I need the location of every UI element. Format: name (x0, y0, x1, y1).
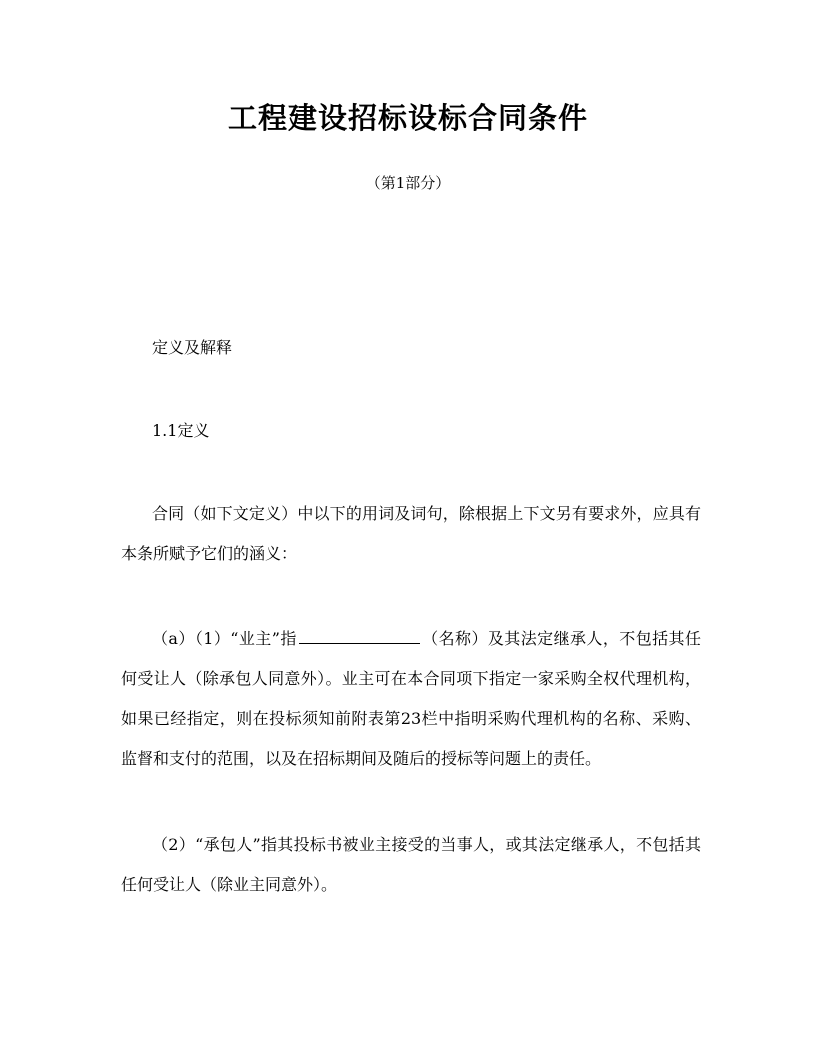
name-blank-line (299, 625, 420, 644)
clause-a-prefix: （a）（1）“业主”指 (152, 629, 297, 648)
clause-a-paragraph (121, 619, 701, 779)
clause-heading: 1.1定义 (152, 421, 210, 440)
clause-a-suffix: （名称）及其法定继承人，不包括其任何受让人（除承包人同意外）。业主可在本合同项下指定一家采购全权代理机构，如果已经指定，则在投标须知前附表第23栏中指明采购代理机构的名称、采购、监督和支付的范围，以及在招标期间及随后的授标等问题上的责任。 (121, 629, 701, 768)
section-heading: 定义及解释 (152, 338, 233, 357)
clause-2-paragraph: （2）“承包人”指其投标书被业主接受的当事人，或其法定继承人，不包括其任何受让人（除业主同意外）。 (121, 835, 701, 894)
document-subtitle: （第1部分） (365, 174, 451, 192)
document-title: 工程建设招标设标合同条件 (227, 101, 588, 135)
intro-paragraph: 合同（如下文定义）中以下的用词及词句，除根据上下文另有要求外，应具有本条所赋予它们的涵义： (121, 504, 701, 563)
